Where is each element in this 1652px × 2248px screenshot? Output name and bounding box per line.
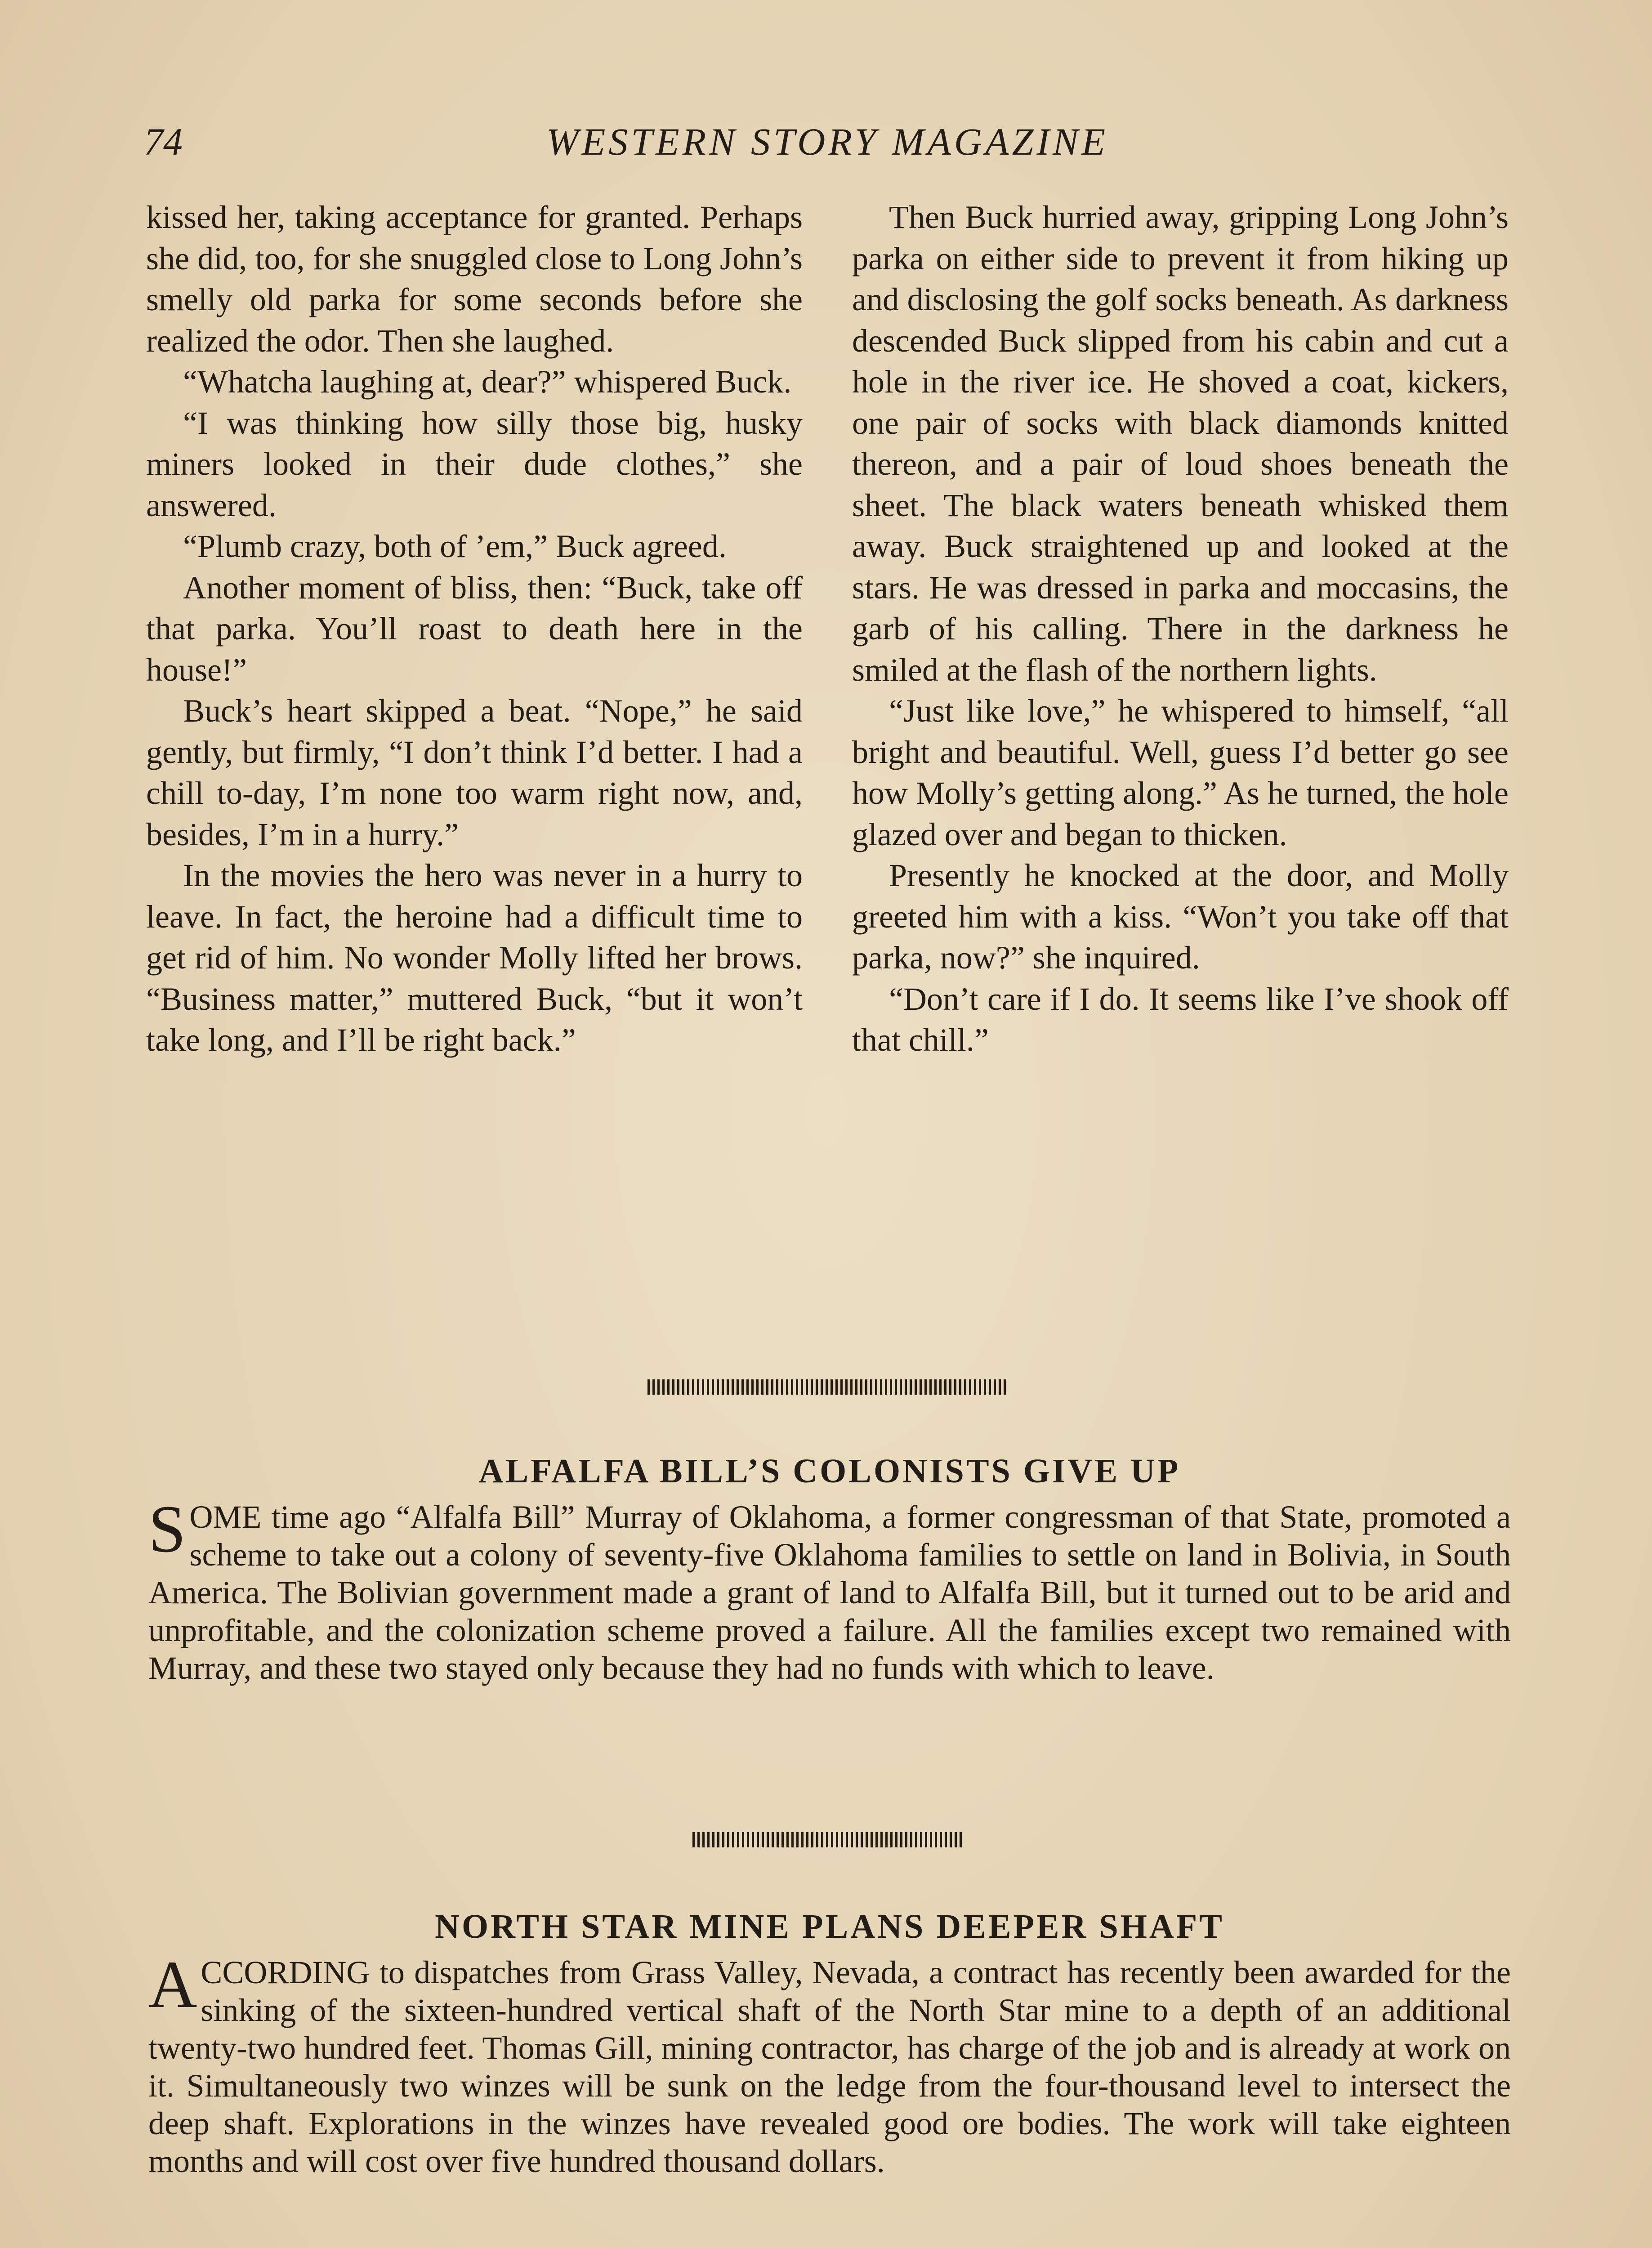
- paragraph: Another moment of bliss, then: “Buck, take off that parka. You’ll roast to death here in the house!”: [146, 569, 803, 688]
- article-headline: NORTH STAR MINE PLANS DEEPER SHAFT: [435, 1908, 1224, 1945]
- article-north-star-mine: [148, 1904, 1511, 2180]
- page-number: 74: [144, 120, 183, 163]
- section-divider-ornament: [647, 1379, 1007, 1395]
- story-column-right: [852, 197, 1509, 1061]
- story-column-left: [146, 197, 803, 1061]
- paragraph: “Whatcha laughing at, dear?” whispered Buck.: [183, 364, 792, 400]
- paragraph: Then Buck hurried away, gripping Long John’s parka on either side to prevent it from hiking up and disclosing the golf socks beneath. As darkness descended Buck slipped from his cabin and cut a hole in the river ice. He shoved a coat, kickers, one pair of socks with black diamonds knitted thereon, and a pair of loud shoes beneath the sheet. The black waters beneath whisked them away. Buck straightened up and looked at the stars. He was dressed in parka and moccasins, the garb of his calling. There in the darkness he smiled at the flash of the northern lights.: [852, 199, 1509, 688]
- paragraph: Presently he knocked at the door, and Molly greeted him with a kiss. “Won’t you take off that parka, now?” she inquired.: [852, 857, 1509, 976]
- paragraph: “Don’t care if I do. It seems like I’ve shook off that chill.”: [852, 981, 1509, 1058]
- page-header: [144, 115, 1511, 169]
- running-title: WESTERN STORY MAGAZINE: [546, 120, 1108, 163]
- drop-cap: S: [148, 1492, 186, 1566]
- paragraph: In the movies the hero was never in a hurry to leave. In fact, the heroine had a difficult time to get rid of him. No wonder Molly lifted her brows. “Business matter,” muttered Buck, “but it won’t take long, and I’ll be right back.”: [146, 857, 803, 1058]
- article-headline: ALFALFA BILL’S COLONISTS GIVE UP: [478, 1452, 1181, 1490]
- paragraph: “I was thinking how silly those big, husky miners looked in their dude clothes,” she answered.: [146, 405, 803, 523]
- article-body-text: OME time ago “Alfalfa Bill” Murray of Oklahoma, a former congressman of that State, promoted a scheme to take out a colony of seventy-five Oklahoma families to settle on land in Bolivia, in South America. The Bolivian government made a grant of land to Alfalfa Bill, but it turned out to be arid and unprofitable, and the colonization scheme proved a failure. All the families except two remained with Murray, and these two stayed only because they had no funds with which to leave.: [148, 1499, 1511, 1686]
- section-divider-ornament: [692, 1832, 964, 1847]
- paragraph: Buck’s heart skipped a beat. “Nope,” he said gently, but firmly, “I don’t think I’d better. I had a chill to-day, I’m none too warm right now, and, besides, I’m in a hurry.”: [146, 693, 803, 852]
- drop-cap: A: [148, 1947, 197, 2022]
- article-body-text: CCORDING to dispatches from Grass Valley, Nevada, a contract has recently been awarded for the sinking of the sixteen-hundred vertical shaft of the North Star mine to a depth of an additional twenty-two hundred feet. Thomas Gill, mining contractor, has charge of the job and is already at work on it. Simultaneously two winzes will be sunk on the ledge from the four-thousand level to intersect the deep shaft. Explorations in the winzes have revealed good ore bodies. The work will take eighteen months and will cost over five hundred thousand dollars.: [148, 1954, 1511, 2179]
- article-body: [148, 1492, 1511, 1687]
- article-alfalfa-bill: [148, 1449, 1511, 1687]
- article-body: [148, 1947, 1511, 2180]
- paragraph: “Just like love,” he whispered to himself, “all bright and beautiful. Well, guess I’d better go see how Molly’s getting along.” As he turned, the hole glazed over and began to thicken.: [852, 693, 1509, 852]
- paragraph: kissed her, taking acceptance for granted. Perhaps she did, too, for she snuggled close to Long John’s smelly old parka for some seconds before she realized the odor. Then she laughed.: [146, 199, 803, 359]
- paragraph: “Plumb crazy, both of ’em,” Buck agreed.: [183, 528, 727, 564]
